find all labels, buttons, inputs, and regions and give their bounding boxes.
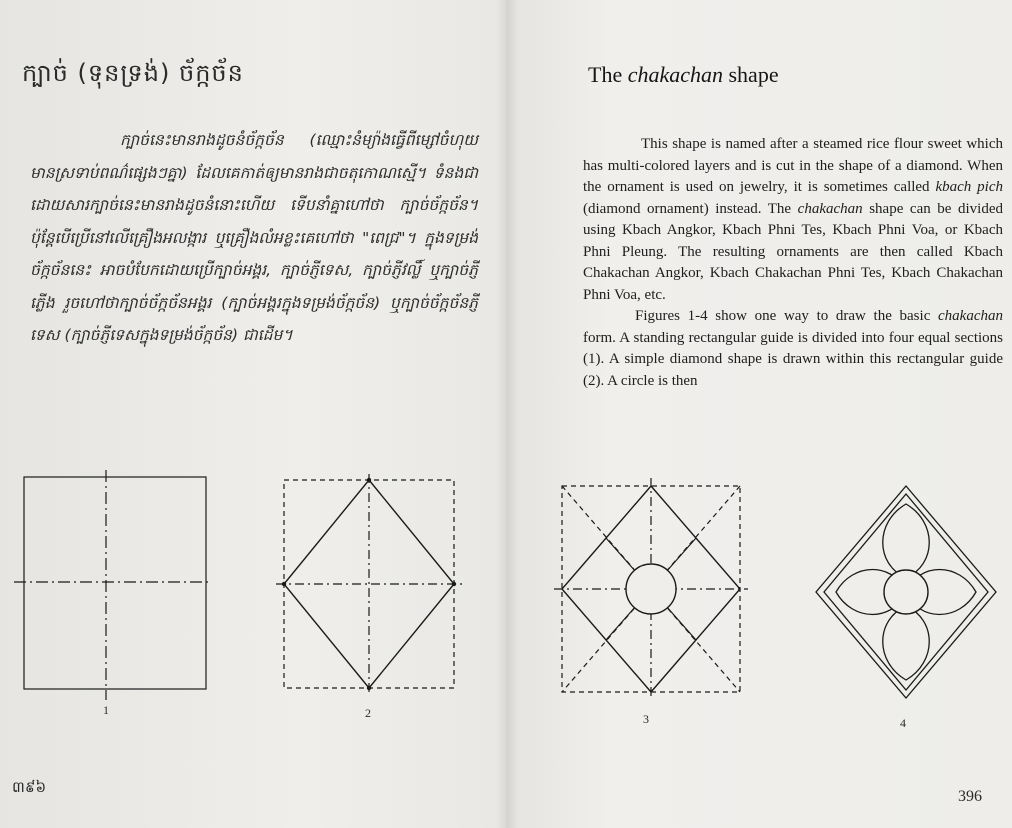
section-heading <box>588 62 779 88</box>
book-gutter <box>496 0 518 828</box>
figure-2-diamond <box>270 470 470 700</box>
p2-text-a: Figures 1-4 show one way to draw the basic <box>635 308 939 324</box>
figure-3-diamond-circle <box>550 478 750 708</box>
p2-text-b: form. A standing rectangular guide is divided into four equal sections (1). A simple diamond shape is drawn within this rectangular guide (2). A circle is then <box>583 329 1003 389</box>
heading-emphasis: chakachan <box>627 62 723 87</box>
figure-2-label: 2 <box>365 706 371 720</box>
p2-term-chakachan: chakachan <box>938 308 1003 324</box>
figure-1-label: 1 <box>103 703 109 717</box>
right-page-number: 396 <box>958 788 982 805</box>
khmer-heading: ក្បាច់ (ទុនទ្រង់) ច័ក្កច័ន <box>22 59 244 87</box>
figure-4-chakachan-ornament <box>815 484 1005 714</box>
figure-3-label: 3 <box>643 712 649 726</box>
paragraph-2 <box>583 306 1003 392</box>
figure-4-label: 4 <box>900 716 906 730</box>
figure-1-divided-rectangle <box>10 470 210 700</box>
p1-term-chakachan: chakachan <box>797 200 863 217</box>
p1-text-b: (diamond ornament) instead. The <box>583 200 798 217</box>
p1-term-kbach-pich: kbach pich <box>935 179 1004 195</box>
paragraph-1 <box>583 134 1003 306</box>
khmer-paragraph: ក្បាច់នេះមានរាងដូចនំច័ក្កច័ន (ឈ្មោះនំម្យ៉ាងធ្វើពីម្សៅចំហុយ មានស្រទាប់ពណ៌ផ្សេងៗគ្នា) ដែលគេកាត់ឲ្យមានរាងជាចតុកោណស្មើ។ ទំនងជាដោយសារក្បាច់នេះមានរាងដូចនំនោះហើយ ទើបនាំគ្នាហៅថា ក្បាច់ច័ក្កច័ន។ ប៉ុន្តែបើប្រើនៅលើគ្រឿងអលង្ការ ឬគ្រឿងលំអខ្លះគេហៅថា "ពេជ្រ"។ ក្នុងទម្រង់ច័ក្កច័ននេះ អាចបំបែកដោយប្រើក្បាច់អង្គរ, ក្បាច់ភ្ញីទេស, ក្បាច់ភ្ញីវល្លិ៍ ឬក្បាច់ភ្ញីភ្លើង រួចហៅថាក្បាច់ច័ក្កច័នអង្គរ (ក្បាច់អង្គរក្នុងទម្រង់ច័ក្កច័ន) ឬក្បាច់ច័ក្កច័នភ្ញីទេស (ក្បាច់ភ្ញីទេសក្នុងទម្រង់ច័ក្កច័ន) ជាដើម។ <box>30 131 478 344</box>
p1-text-c: shape can be divided using Kbach Angkor, Kbach Phni Tes, Kbach Phni Voa, or Kbach Phni Pleung. The resulting ornaments are then called Kbach Chakachan Angkor, Kbach Chakachan Phni Tes, Kbach Chakachan Phni Voa, etc. <box>583 200 1003 303</box>
heading-suffix: shape <box>723 62 779 87</box>
left-page-number: ៣៩៦ <box>12 778 47 796</box>
english-body-text <box>583 134 1003 392</box>
khmer-body-text <box>30 124 478 352</box>
heading-prefix: The <box>588 62 628 87</box>
p1-text-a: This shape is named after a steamed rice flour sweet which has multi-colored layers and is cut in the shape of a diamond. When the ornament is used on jewelry, it is sometimes called <box>583 136 1003 195</box>
